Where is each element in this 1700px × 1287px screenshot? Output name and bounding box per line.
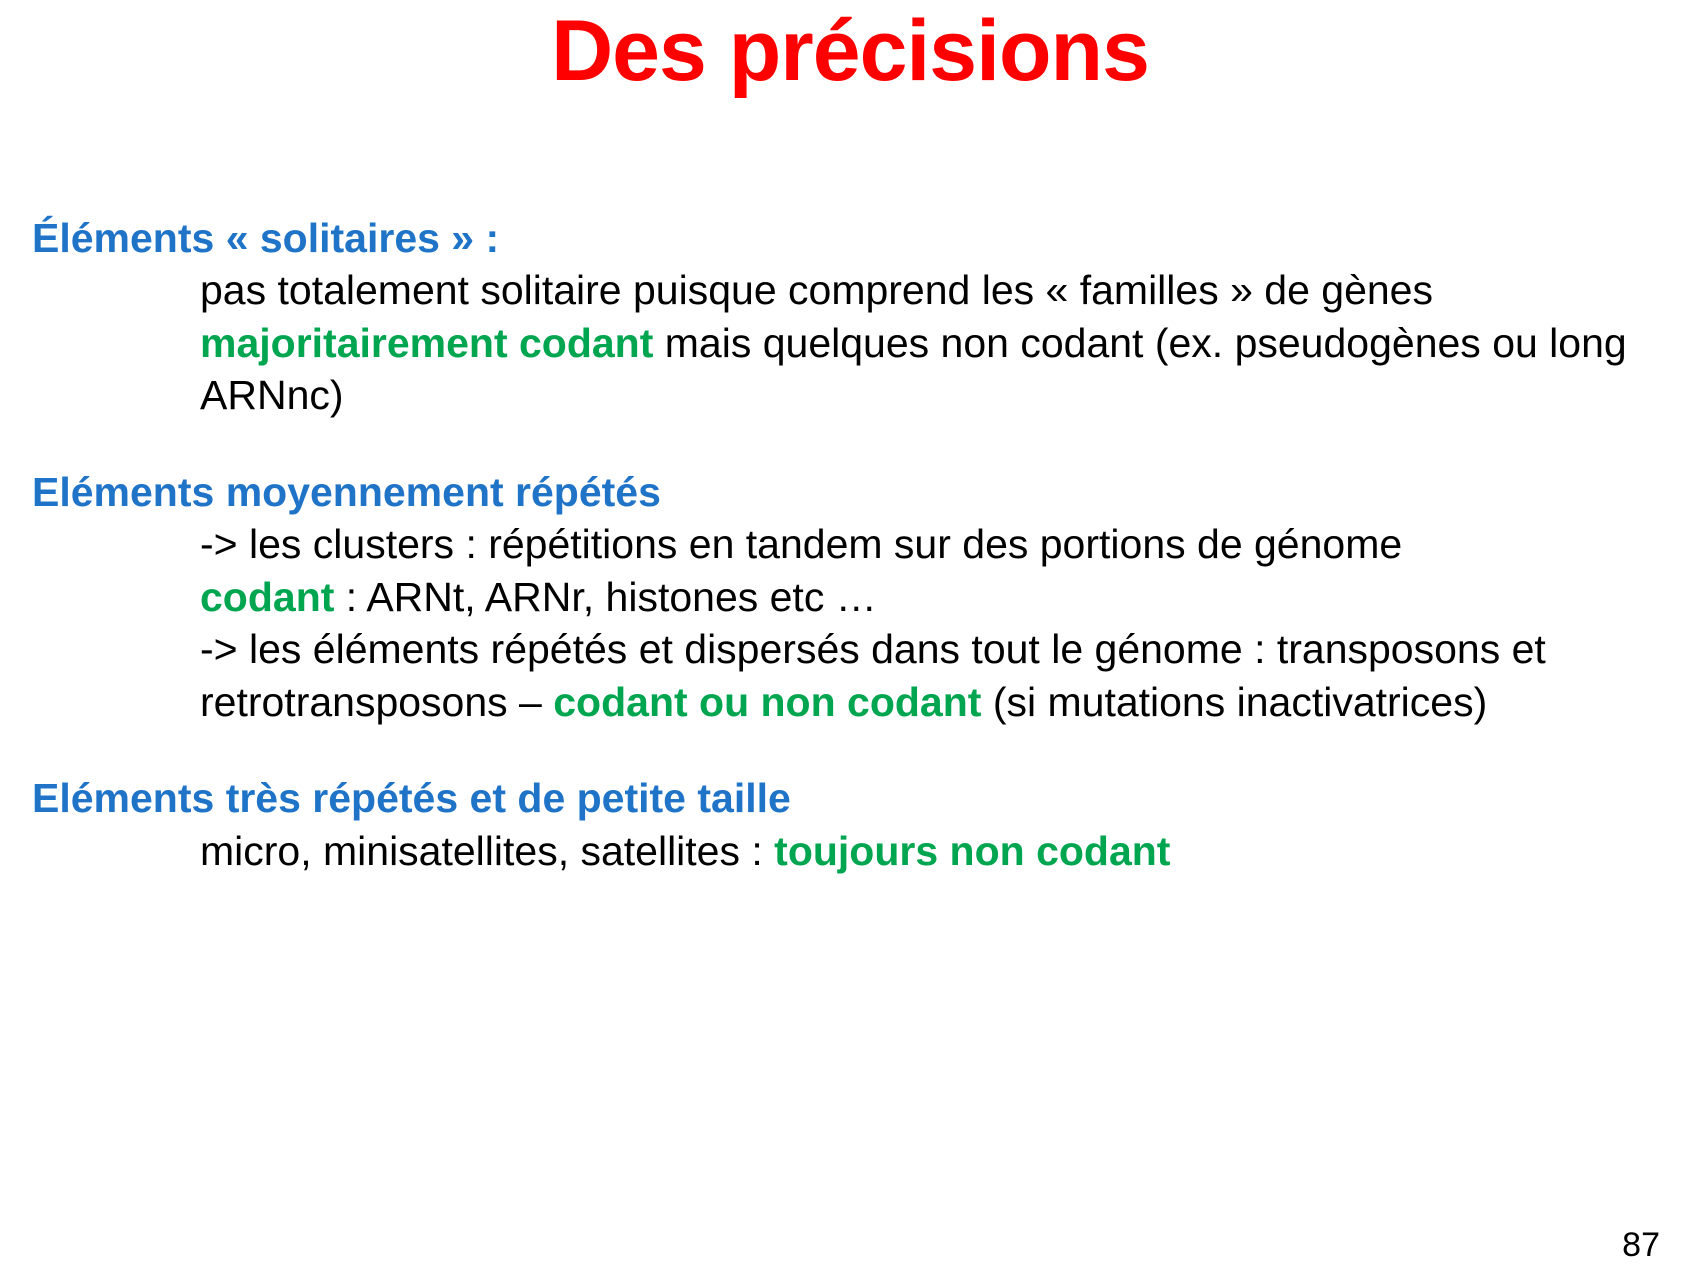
- section-heading-text: Eléments moyennement répétés: [32, 468, 661, 515]
- section-line-2-rest: : ARNt, ARNr, histones etc …: [334, 573, 877, 620]
- section-elements-moyennement-repetes: [32, 466, 1652, 728]
- section-line-2: [200, 317, 1652, 422]
- section-line-1: -> les clusters : répétitions en tandem sur des portions de génome: [200, 521, 1403, 568]
- section-line-3: [200, 623, 1652, 728]
- section-heading: [32, 212, 1652, 264]
- emphasis-text: majoritairement codant: [200, 319, 654, 366]
- page-number: 87: [1622, 1226, 1660, 1264]
- section-line-2-rest: mais quelques non codant (ex. pseudogènes ou long ARNnc): [200, 319, 1627, 419]
- emphasis-text: codant: [200, 573, 335, 620]
- section-heading-text: Eléments très répétés et de petite taille: [32, 775, 791, 822]
- section-elements-solitaires: [32, 212, 1652, 422]
- spacer: [32, 422, 1652, 466]
- emphasis-text: toujours non codant: [774, 827, 1171, 874]
- section-line-3-text: -> les éléments répétés et dispersés dans tout le génome : transposons et retrotransposons –: [200, 626, 1546, 725]
- emphasis-text: codant ou non codant: [553, 678, 982, 725]
- section-line-1: pas totalement solitaire puisque comprend les « familles » de gènes: [200, 267, 1433, 314]
- section-heading: [32, 772, 1652, 824]
- spacer: [32, 728, 1652, 772]
- section-line-2: [200, 571, 1652, 623]
- section-elements-tres-repetes: [32, 772, 1652, 877]
- section-line-1-text: micro, minisatellites, satellites :: [200, 827, 775, 874]
- section-heading-text: Éléments « solitaires »: [32, 215, 475, 261]
- section-line-3-rest: (si mutations inactivatrices): [981, 678, 1488, 725]
- section-heading-suffix: :: [474, 215, 500, 261]
- slide-body: [32, 212, 1652, 877]
- section-heading: [32, 466, 1652, 518]
- page-title: Des précisions: [551, 3, 1149, 99]
- section-line-1: [200, 825, 1652, 877]
